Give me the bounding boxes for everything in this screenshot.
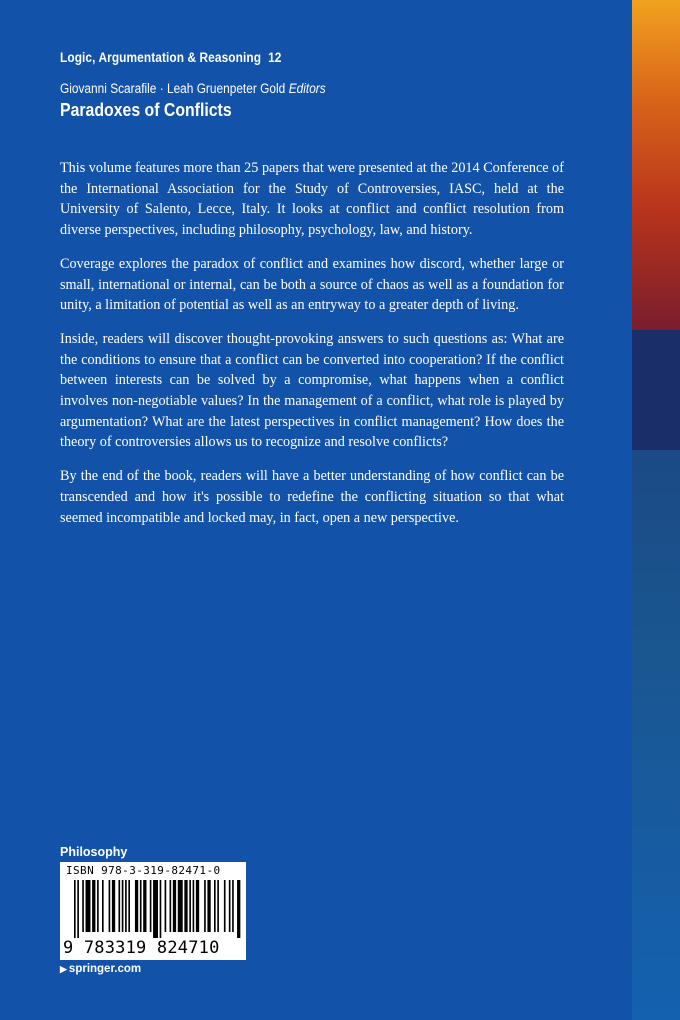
barcode-digits: 9 783319 824710 (63, 938, 220, 958)
barcode-bar (204, 880, 206, 932)
series-name: Logic, Argumentation & Reasoning (60, 50, 262, 65)
barcode-bar (125, 880, 127, 932)
blurb-paragraph-2: Coverage explores the paradox of conflict and examines how discord, whether large or small, international or internal, can be both a source of chaos as well as a foundation for unity, a limitation of potential as well as an entryway to a greater depth of living. (60, 255, 564, 314)
barcode-bar (165, 880, 167, 932)
barcode-bar (86, 880, 91, 932)
series-title (60, 50, 281, 65)
barcode-bar (224, 880, 226, 932)
barcode-bar (173, 880, 176, 932)
barcode-bar (102, 880, 104, 932)
website-text: springer.com (68, 963, 142, 975)
band-red (632, 210, 680, 330)
isbn-label: ISBN 978-3-319-82471-0 (66, 864, 221, 877)
barcode-bar (178, 880, 183, 932)
barcode-bars (74, 880, 242, 938)
barcode-bar (184, 880, 187, 932)
editors-line (60, 81, 326, 96)
publisher-website (60, 963, 141, 975)
blurb (60, 158, 564, 541)
barcode-bar (232, 880, 234, 932)
barcode-bar (140, 880, 142, 932)
barcode-bar (82, 880, 84, 932)
barcode-bar (170, 880, 172, 932)
book-title: Paradoxes of Conflicts (60, 100, 232, 120)
barcode-bar (128, 880, 130, 932)
editors-role: Editors (288, 81, 326, 96)
barcode-bar (207, 880, 210, 932)
barcode-bar (214, 880, 216, 932)
barcode-bar (77, 880, 79, 938)
editor-names: Giovanni Scarafile · Leah Gruenpeter Gold (60, 81, 286, 96)
barcode-bar (122, 880, 124, 932)
barcode (60, 862, 246, 960)
color-band-strip (632, 0, 680, 1020)
barcode-bar (118, 880, 120, 932)
band-red-orange (632, 100, 680, 210)
barcode-bar (237, 880, 240, 938)
barcode-bar (109, 880, 111, 932)
barcode-bar (74, 880, 76, 938)
barcode-bar (112, 880, 115, 932)
barcode-bar (150, 880, 152, 932)
blurb-paragraph-4: By the end of the book, readers will have a better understanding of how conflict can be transcended and how it's possible to redefine the conflicting situation so that what seemed incompatible and locked may, in fact, open a new perspective. (60, 468, 564, 526)
barcode-bar (193, 880, 195, 932)
barcode-bar (217, 880, 219, 932)
barcode-bar (153, 880, 158, 938)
blurb-paragraph-1: This volume features more than 25 papers that were presented at the 2014 Conference of the International Association for the Study of Controversies, IASC, held at the University of Salento, Lecce, Italy. It looks at conflict and conflict resolution from diverse perspectives, including philosophy, psychology, law, and history. (60, 160, 564, 239)
band-orange (632, 40, 680, 100)
barcode-bar (97, 880, 99, 932)
barcode-bar (189, 880, 191, 932)
band-yellow (632, 0, 680, 40)
band-teal-blue (632, 450, 680, 650)
series-volume: 12 (268, 50, 282, 65)
band-blue (632, 650, 680, 1020)
barcode-bar (92, 880, 95, 932)
band-navy (632, 330, 680, 450)
blurb-paragraph-3: Inside, readers will discover thought-provoking answers to such questions as: What are the conditions to ensure that a conflict can be converted into cooperation? If the conflict between interests can be solved by a compromise, what happens when a conflict involves non-negotiable values? In the management of a conflict, what role is played by argumentation? What are the latest perspectives in conflict management? How does the theory of controversies allows us to recognize and resolve conflicts? (60, 330, 564, 451)
arrow-icon: ▶ (60, 964, 67, 974)
subject-category: Philosophy (60, 845, 128, 859)
barcode-bar (160, 880, 162, 938)
barcode-bar (196, 880, 199, 932)
barcode-bar (135, 880, 138, 932)
barcode-bar (143, 880, 146, 932)
barcode-bar (229, 880, 231, 932)
